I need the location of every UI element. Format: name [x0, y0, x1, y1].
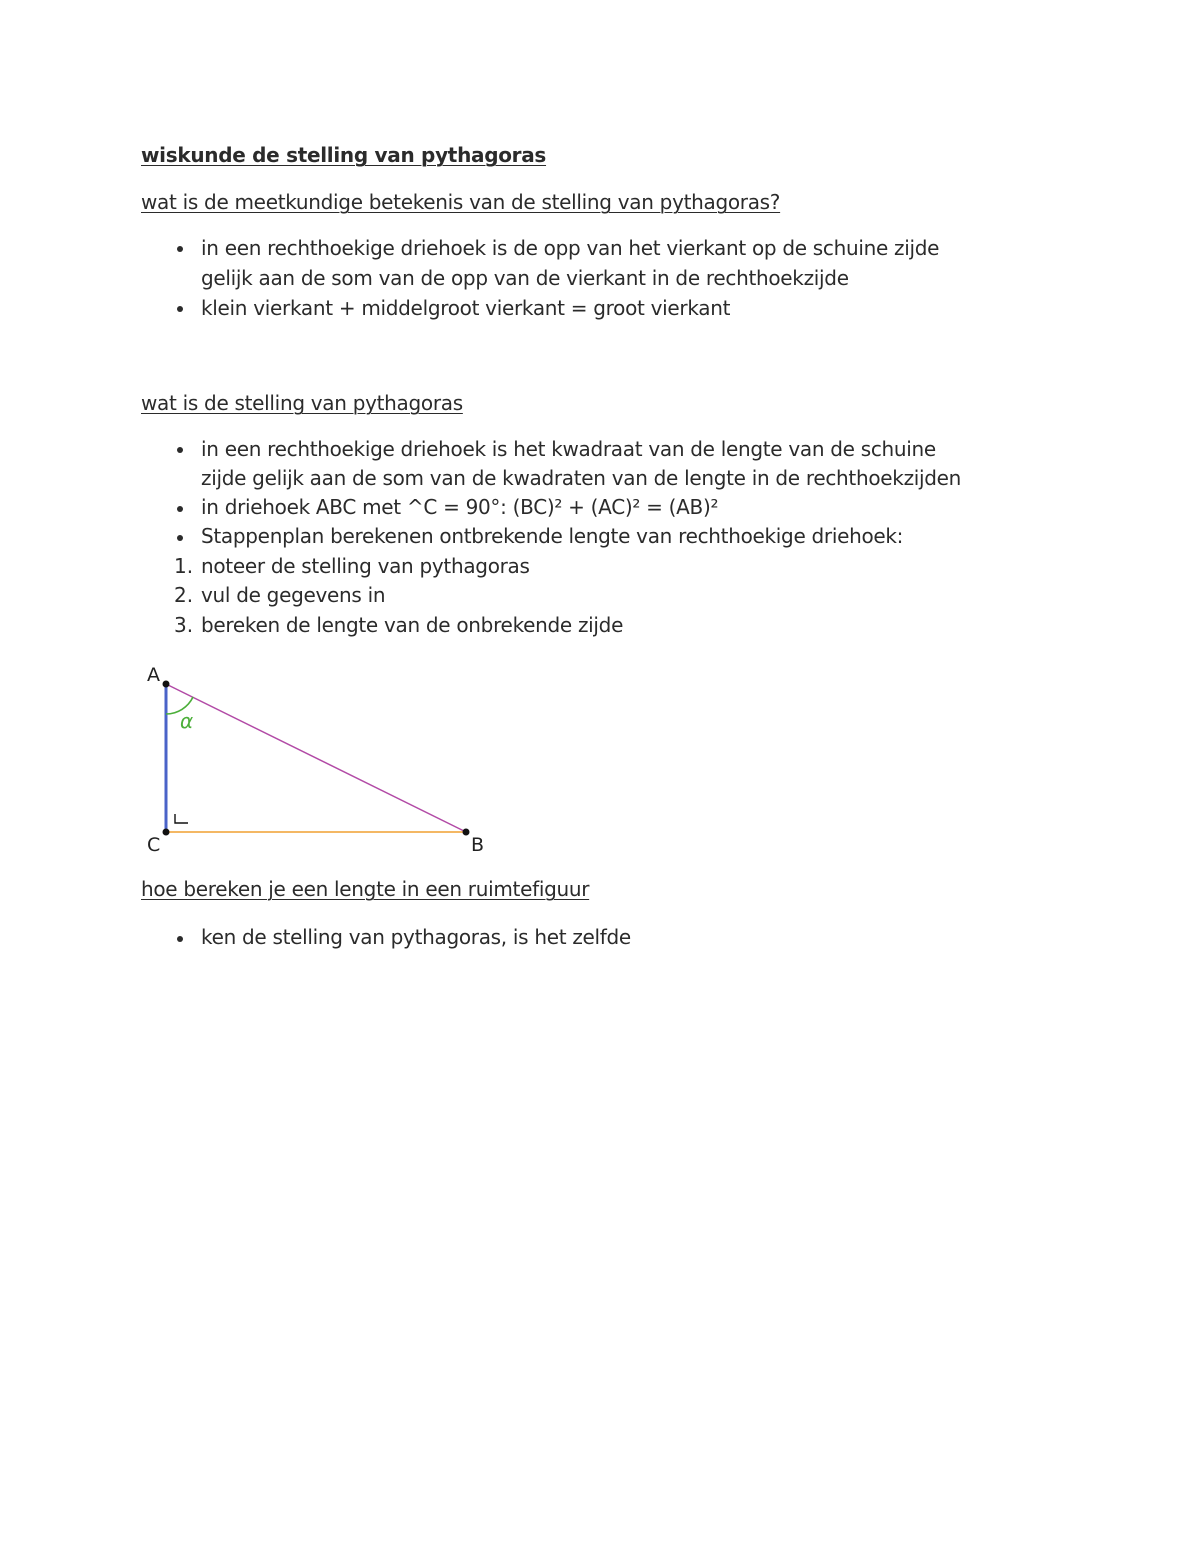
section2-heading: wat is de stelling van pythagoras: [141, 391, 463, 415]
list-item-continuation: zijde gelijk aan de som van de kwadraten van de lengte in de rechthoekzijden: [201, 466, 962, 490]
bullet-marker: [177, 447, 183, 453]
right-angle-mark: [175, 814, 188, 823]
label-c: C: [147, 834, 161, 856]
triangle-figure: [140, 658, 500, 858]
bullet-marker: [177, 506, 183, 512]
list-item: in driehoek ABC met ^C = 90°: (BC)² + (AC)² = (AB)²: [201, 495, 719, 519]
triangle-diagram: [140, 658, 500, 858]
bullet-marker: [177, 535, 183, 541]
step-text: bereken de lengte van de onbrekende zijde: [201, 613, 624, 637]
list-item: in een rechthoekige driehoek is de opp van het vierkant op de schuine zijde: [201, 236, 940, 260]
label-b: B: [471, 834, 485, 856]
point-c: [163, 829, 170, 836]
step-number: 3.: [174, 613, 194, 637]
step-number: 2.: [174, 583, 194, 607]
step-text: noteer de stelling van pythagoras: [201, 554, 530, 578]
label-alpha: α: [180, 709, 194, 733]
list-item: klein vierkant + middelgroot vierkant = groot vierkant: [201, 296, 731, 320]
point-b: [463, 829, 470, 836]
list-item-continuation: gelijk aan de som van de opp van de vierkant in de rechthoekzijde: [201, 266, 849, 290]
section1-heading: wat is de meetkundige betekenis van de stelling van pythagoras?: [141, 190, 781, 214]
side-ab: [166, 684, 466, 832]
list-item: ken de stelling van pythagoras, is het zelfde: [201, 925, 631, 949]
label-a: A: [147, 664, 160, 686]
step-number: 1.: [174, 554, 194, 578]
point-a: [163, 681, 170, 688]
bullet-marker: [177, 306, 183, 312]
section3-heading: hoe bereken je een lengte in een ruimtefiguur: [141, 877, 590, 901]
step-text: vul de gegevens in: [201, 583, 386, 607]
bullet-marker: [177, 936, 183, 942]
bullet-marker: [177, 246, 183, 252]
list-item: Stappenplan berekenen ontbrekende lengte van rechthoekige driehoek:: [201, 524, 904, 548]
document-title: wiskunde de stelling van pythagoras: [141, 143, 547, 167]
list-item: in een rechthoekige driehoek is het kwadraat van de lengte van de schuine: [201, 437, 936, 461]
